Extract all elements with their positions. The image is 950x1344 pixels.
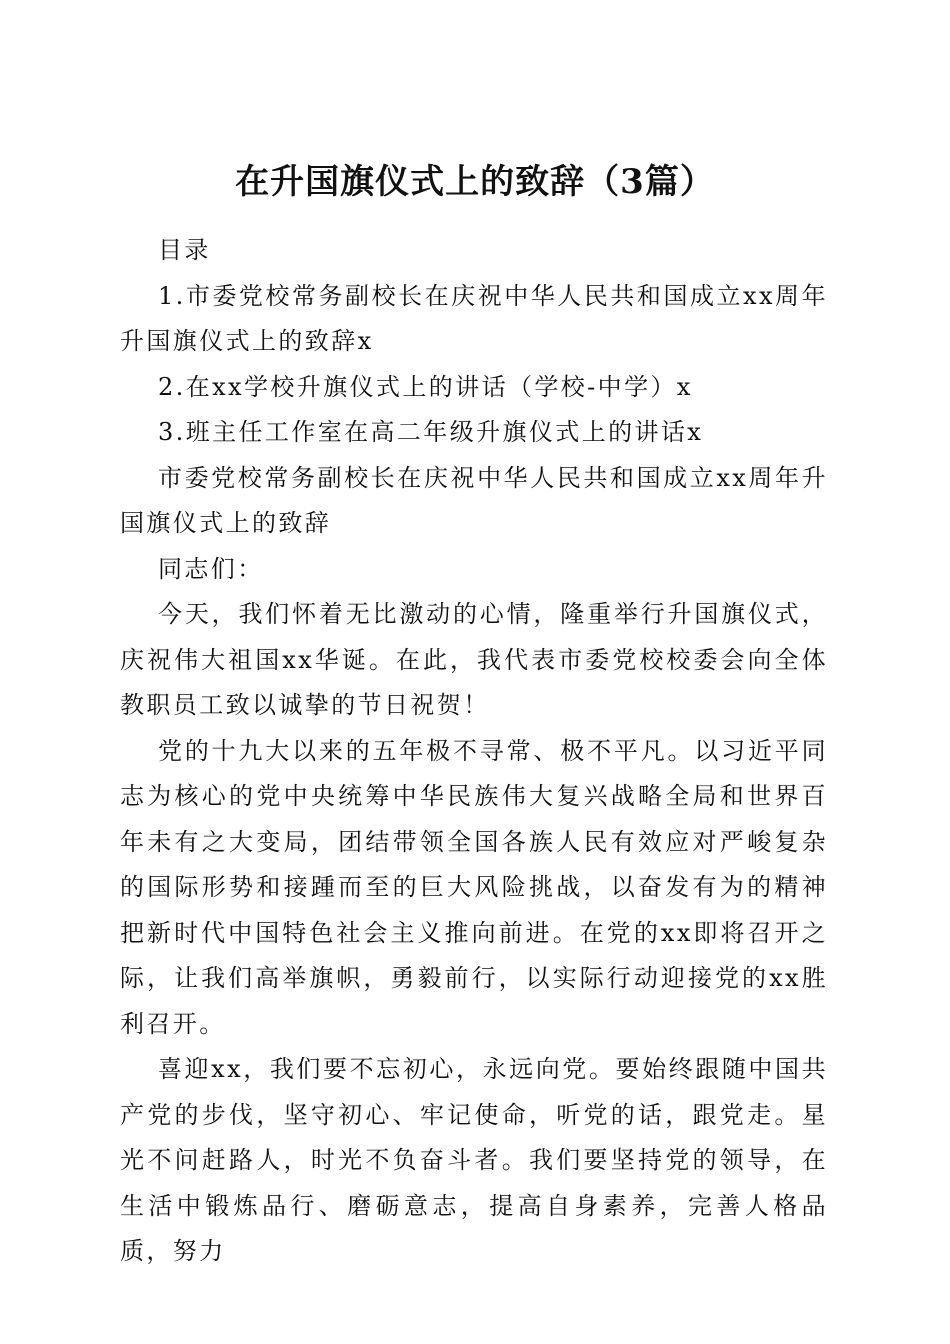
toc-item: 1.市委党校常务副校长在庆祝中华人民共和国成立xx周年升国旗仪式上的致辞x xyxy=(120,281,828,355)
toc-item: 2.在xx学校升旗仪式上的讲话（学校-中学）x xyxy=(158,372,693,401)
salutation: 同志们： xyxy=(158,554,264,583)
toc-item: 3.班主任工作室在高二年级升旗仪式上的讲话x xyxy=(158,418,704,446)
paragraph: 党的十九大以来的五年极不寻常、极不平凡。以习近平同志为核心的党中央统筹中华民族伟大复兴战略全局和世界百年未有之大变局，团结带领全国各族人民有效应对严峻复杂的国际形势和接踵而至的巨大风险挑战，以奋发有为的精神把新时代中国特色社会主义推向前进。在党的xx即将召开之际，让我们高举旗帜，勇毅前行，以实际行动迎接党的xx胜利召开。 xyxy=(120,736,828,1038)
paragraph: 喜迎xx，我们要不忘初心，永远向党。要始终跟随中国共产党的步伐，坚守初心、牢记使命，听党的话，跟党走。星光不问赶路人，时光不负奋斗者。我们要坚持党的领导，在生活中锻炼品行、磨砺意志，提高自身素养，完善人格品质，努力 xyxy=(120,1055,828,1265)
toc-heading: 目录 xyxy=(158,236,211,264)
document-title: 在升国旗仪式上的致辞（3篇） xyxy=(235,161,715,202)
document-body xyxy=(120,228,828,1275)
speech-title: 市委党校常务副校长在庆祝中华人民共和国成立xx周年升国旗仪式上的致辞 xyxy=(120,463,828,537)
paragraph: 今天，我们怀着无比激动的心情，隆重举行升国旗仪式，庆祝伟大祖国xx华诞。在此，我代表市委党校校委会向全体教职员工致以诚挚的节日祝贺！ xyxy=(120,600,828,719)
